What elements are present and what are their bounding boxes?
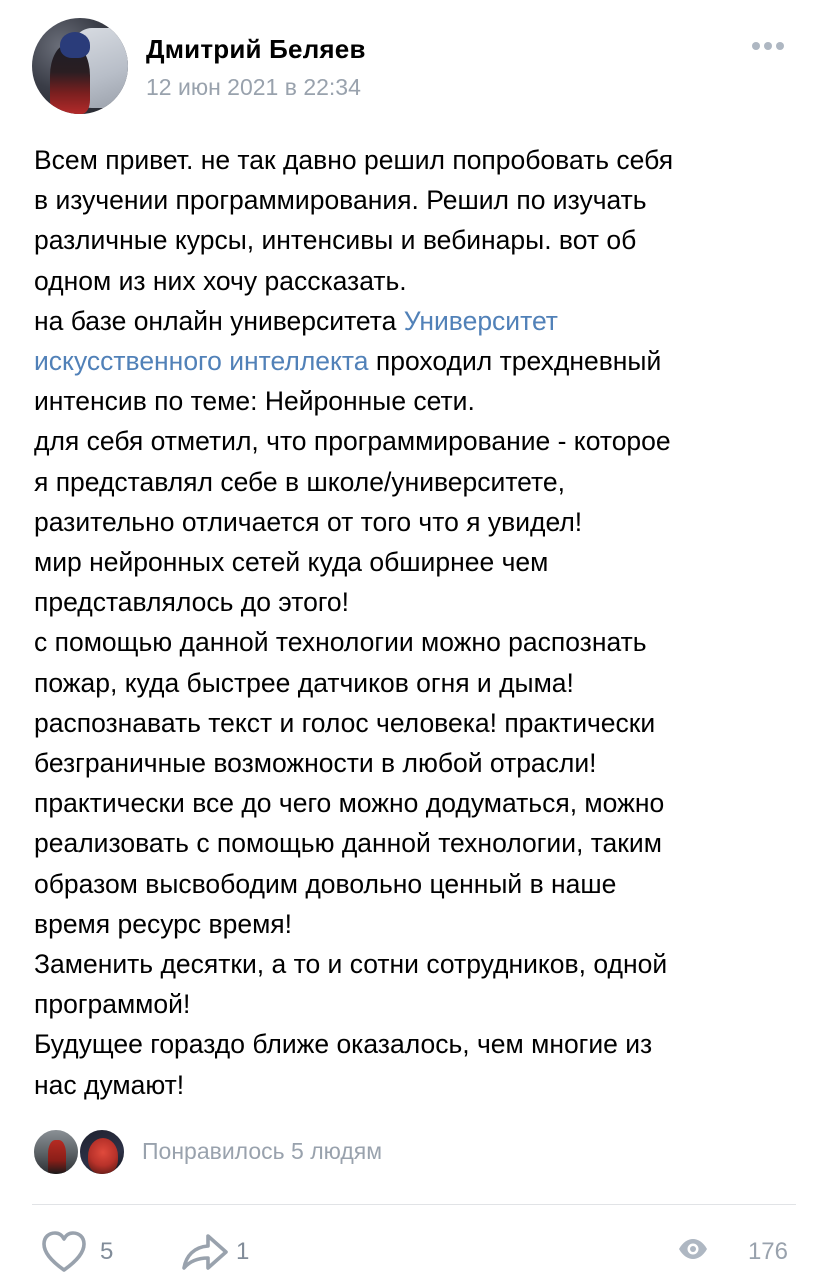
post-text-line: я представлял себе в школе/университете, xyxy=(34,466,565,497)
post-text-line: безграничные возможности в любой отрасли! xyxy=(34,748,597,779)
eye-icon xyxy=(678,1238,708,1260)
post-text-line: для себя отметил, что программирование - которое xyxy=(34,426,671,457)
views-count: 176 xyxy=(747,1238,788,1265)
post-text-line: пожар, куда быстрее датчиков огня и дыма! xyxy=(34,667,574,698)
post-text xyxy=(34,140,798,1105)
likes-summary-text: Понравилось 5 людям xyxy=(142,1138,383,1164)
liker-avatar xyxy=(32,1128,80,1176)
post-text-line: практически все до чего можно додуматься, можно xyxy=(34,788,665,819)
post-text-line: в изучении программирования. Решил по изучать xyxy=(34,185,647,216)
post-text-line xyxy=(34,341,798,381)
university-link-continued[interactable]: искусственного интеллекта xyxy=(34,346,369,377)
more-dot-icon xyxy=(764,42,772,50)
post-text-line: реализовать с помощью данной технологии, таким xyxy=(34,828,662,859)
post-text-line: с помощью данной технологии можно распознать xyxy=(34,627,647,658)
post-text-line xyxy=(34,301,798,341)
post-text-line: одном из них хочу рассказать. xyxy=(34,265,407,296)
author-avatar[interactable] xyxy=(32,18,128,114)
heart-icon xyxy=(40,1230,88,1274)
post-text-line: Будущее гораздо ближе оказалось, чем многие из xyxy=(34,1029,653,1060)
views-counter xyxy=(678,1230,788,1274)
post-text-line: разительно отличается от того что я увидел! xyxy=(34,506,583,537)
like-button[interactable] xyxy=(40,1230,140,1274)
post-text-fragment: на базе онлайн университета xyxy=(34,305,404,336)
share-count: 1 xyxy=(236,1238,250,1265)
share-arrow-icon xyxy=(180,1230,230,1274)
share-button[interactable] xyxy=(180,1230,280,1274)
like-count: 5 xyxy=(100,1238,114,1265)
post-text-line: интенсив по теме: Нейронные сети. xyxy=(34,386,475,417)
post-text-fragment: проходил трехдневный xyxy=(368,346,662,377)
post-text-line: нас думают! xyxy=(34,1069,185,1100)
post-text-line: время ресурс время! xyxy=(34,908,292,939)
author-name[interactable]: Дмитрий Беляев xyxy=(146,34,366,64)
more-dot-icon xyxy=(776,42,784,50)
post-date[interactable]: 12 июн 2021 в 22:34 xyxy=(146,74,361,100)
more-options-button[interactable] xyxy=(750,36,790,56)
more-dot-icon xyxy=(752,42,760,50)
university-link[interactable]: Университет xyxy=(403,305,558,336)
divider xyxy=(32,1204,796,1205)
likes-summary[interactable] xyxy=(32,1128,632,1178)
post-header xyxy=(32,18,796,116)
post-text-line: Всем привет. не так давно решил попробовать себя xyxy=(34,145,674,175)
post-text-line: различные курсы, интенсивы и вебинары. вот об xyxy=(34,225,637,256)
liker-avatar xyxy=(78,1128,126,1176)
post-text-line: представлялось до этого! xyxy=(34,587,349,618)
post-text-line: распознавать текст и голос человека! практически xyxy=(34,707,656,738)
post-text-line: Заменить десятки, а то и сотни сотрудников, одной xyxy=(34,949,668,980)
post-text-line: образом высвободим довольно ценный в наше xyxy=(34,868,617,899)
post-text-line: мир нейронных сетей куда обширнее чем xyxy=(34,547,549,578)
post-text-line: программой! xyxy=(34,989,191,1020)
